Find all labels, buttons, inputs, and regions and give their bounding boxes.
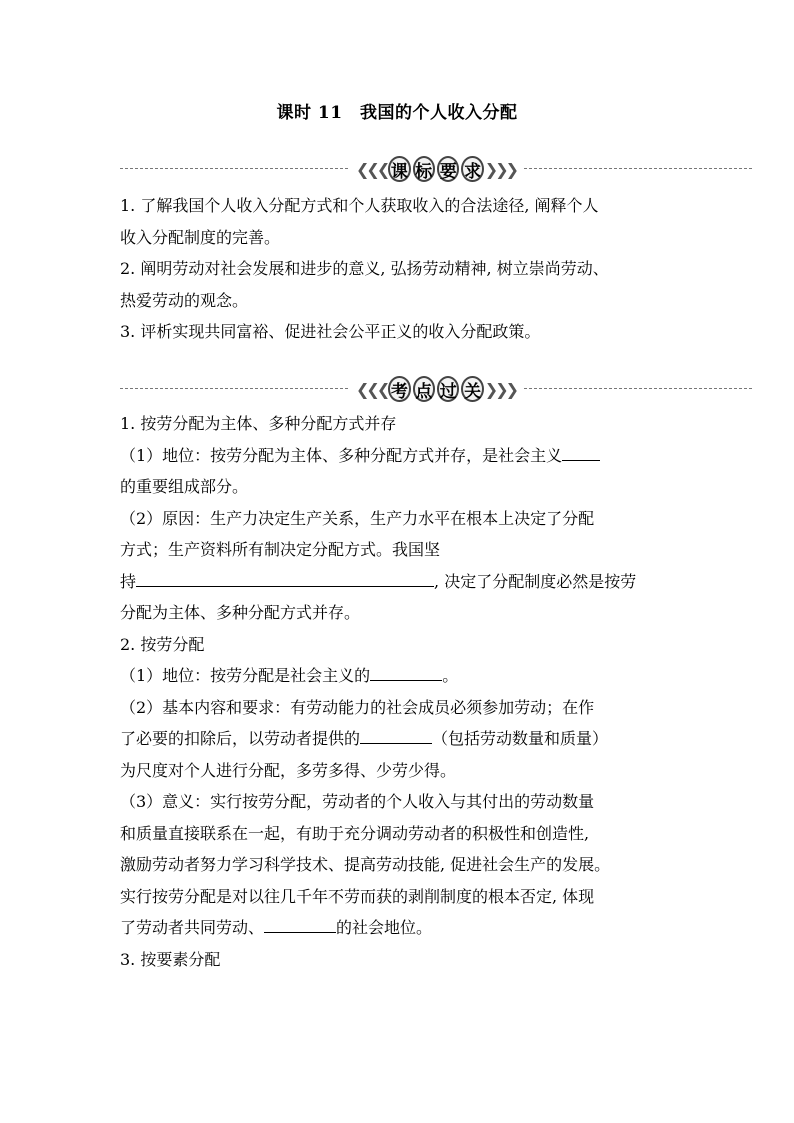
text-span: 了必要的扣除后，以劳动者提供的 [120,729,361,748]
section-heading [356,152,516,186]
text-line: 分配为主体、多种分配方式并存。 [120,603,361,622]
heading-char: 求 [461,156,483,182]
text-span: （包括劳动数量和质量） [432,729,609,748]
text-line [120,912,680,944]
text-span: , 决定了分配制度必然是按劳 [434,571,637,591]
points-content [120,408,680,975]
fill-blank[interactable] [360,725,432,744]
text-line: （3）意义：实行按劳分配，劳动者的个人收入与其付出的劳动数量 [120,792,595,811]
heading-char: 考 [388,376,410,402]
text-span: 持 [120,571,137,591]
heading-char: 过 [437,376,459,402]
text-line: 为尺度对个人进行分配，多劳多得、少劳少得。 [120,760,457,780]
text-span: 了劳动者共同劳动、 [120,918,265,937]
page-title: 课时 11 我国的个人收入分配 [276,103,518,123]
text-span: 。 [442,666,459,685]
text-line: （2）基本内容和要求：有劳动能力的社会成员必须参加劳动；在作 [120,697,595,717]
standards-line: 热爱劳动的观念。 [120,290,249,310]
heading-char: 关 [461,376,483,402]
left-chevrons-icon: ❮❮❮ [356,159,388,179]
heading-char: 标 [413,156,435,182]
text-line: 激励劳动者努力学习科学技术、提高劳动技能, 促进社会生产的发展。 [120,855,611,874]
dashed-divider [120,388,348,389]
text-line [120,660,680,692]
standards-line: 2. 阐明劳动对社会发展和进步的意义, 弘扬劳动精神, 树立崇尚劳动、 [120,259,609,278]
standards-line: 1. 了解我国个人收入分配方式和个人获取收入的合法途径, 阐释个人 [120,196,599,215]
text-line: （2）原因：生产力决定生产关系，生产力水平在根本上决定了分配 [120,508,595,528]
text-line [120,440,680,472]
fill-blank[interactable] [562,442,600,461]
point-heading: 1. 按劳分配为主体、多种分配方式并存 [120,414,397,433]
heading-char: 课 [388,156,410,182]
standards-line: 3. 评析实现共同富裕、促进社会公平正义的收入分配政策。 [120,322,541,341]
text-span: 的社会地位。 [336,918,433,937]
point-heading: 2. 按劳分配 [120,634,205,654]
text-line: 实行按劳分配是对以往几千年不劳而获的剥削制度的根本否定, 体现 [120,886,595,906]
text-line [120,723,680,755]
point-heading: 3. 按要素分配 [120,949,221,969]
section-heading [356,372,516,406]
section-banner-points [120,372,752,406]
text-span: （1）地位：按劳分配是社会主义的 [120,666,371,685]
text-span: （1）地位：按劳分配为主体、多种分配方式并存，是社会主义 [120,445,563,465]
text-line [120,566,680,598]
left-chevrons-icon: ❮❮❮ [356,379,388,399]
standards-list [120,190,680,348]
heading-char: 点 [413,376,435,402]
heading-char: 要 [437,156,459,182]
text-line: 的重要组成部分。 [120,477,249,496]
dashed-divider [120,168,348,169]
standards-line: 收入分配制度的完善。 [120,227,281,247]
dashed-divider [524,388,752,389]
dashed-divider [524,168,752,169]
text-line: 方式；生产资料所有制决定分配方式。我国坚 [120,540,441,559]
right-chevrons-icon: ❯❯❯ [484,159,516,179]
section-banner-standards [120,152,752,186]
text-line: 和质量直接联系在一起，有助于充分调动劳动者的积极性和创造性, [120,823,590,843]
fill-blank[interactable] [136,568,434,587]
fill-blank[interactable] [370,662,442,681]
fill-blank[interactable] [264,914,336,933]
right-chevrons-icon: ❯❯❯ [484,379,516,399]
